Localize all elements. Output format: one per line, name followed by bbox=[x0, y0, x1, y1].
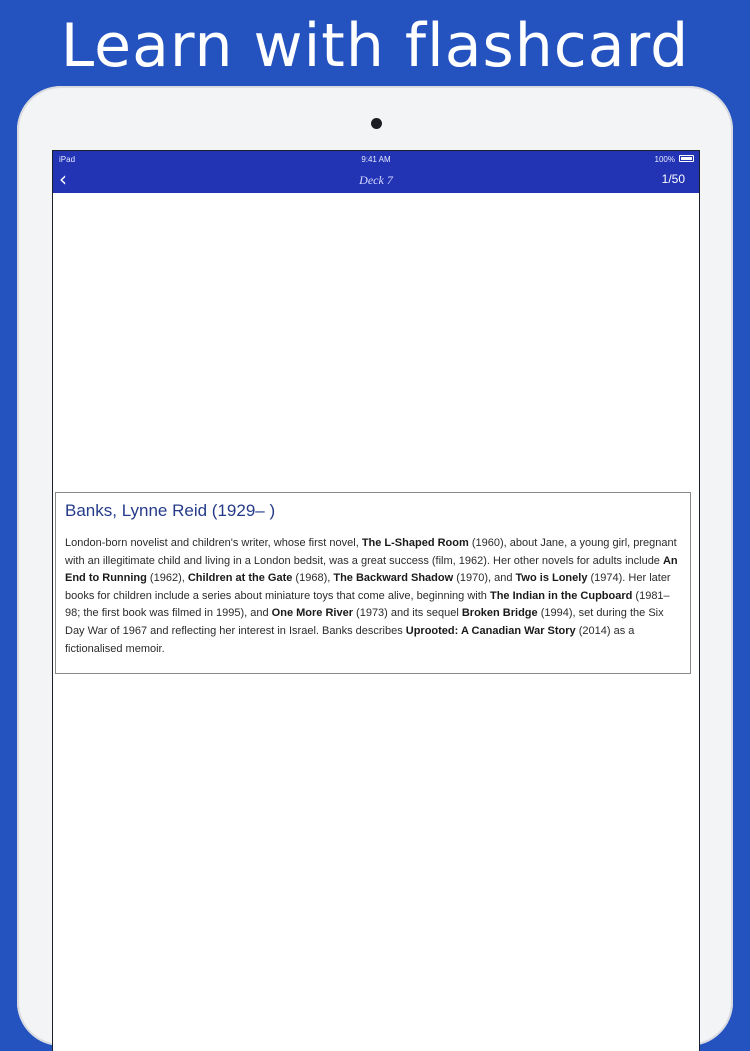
battery-icon bbox=[679, 155, 694, 162]
deck-title: Deck 7 bbox=[359, 173, 393, 187]
flashcard[interactable] bbox=[55, 492, 691, 674]
body-text: (1994), set during the Six Day War of 1967 and reflecting her interest in Israel. Banks describes bbox=[65, 607, 664, 637]
book-title: The Indian in the Cupboard bbox=[489, 589, 633, 602]
status-device: iPad bbox=[59, 155, 76, 164]
chevron-left-icon: ‹ bbox=[59, 167, 67, 191]
app-screen bbox=[52, 150, 700, 1051]
body-text: (1973) and its sequel bbox=[352, 607, 462, 620]
card-counter: 1/50 bbox=[661, 172, 685, 186]
book-title: The L-Shaped Room bbox=[361, 537, 469, 549]
card-body bbox=[65, 535, 681, 658]
body-text: London-born novelist and children's writer, whose first novel, bbox=[65, 537, 362, 549]
book-title: Broken Bridge bbox=[461, 607, 538, 620]
body-text: (2014) as a fictionalised memoir. bbox=[65, 624, 635, 655]
body-text: (1981–98; the first book was filmed in 1995), and bbox=[65, 589, 670, 620]
book-title: Uprooted: A Canadian War Story bbox=[405, 624, 576, 637]
body-text: (1962), bbox=[146, 572, 188, 585]
card-title: Banks, Lynne Reid (1929– ) bbox=[65, 501, 276, 520]
body-text: (1968), bbox=[292, 572, 334, 585]
ipad-frame bbox=[17, 86, 733, 1046]
body-text: (1974). Her later books for children include a series about miniature toys that come alive, beginning with bbox=[65, 572, 671, 602]
book-title: The Backward Shadow bbox=[333, 572, 454, 585]
book-title: Two is Lonely bbox=[515, 572, 588, 585]
promo-headline: Learn with flashcard bbox=[60, 11, 690, 81]
status-battery-percent: 100% bbox=[654, 155, 675, 164]
navigation-bar bbox=[53, 151, 699, 193]
body-text: (1970), and bbox=[453, 572, 516, 585]
book-title: One More River bbox=[271, 607, 353, 620]
camera-dot bbox=[371, 118, 382, 129]
body-text: (1960), about Jane, a young girl, pregnant with an illegitimate child and living in a London bedsit, was a great success (film, 1962). Her other novels for adults include bbox=[65, 537, 677, 567]
book-title: Children at the Gate bbox=[187, 572, 293, 585]
status-time: 9:41 AM bbox=[361, 155, 391, 164]
book-title: An End to Running bbox=[65, 554, 678, 585]
